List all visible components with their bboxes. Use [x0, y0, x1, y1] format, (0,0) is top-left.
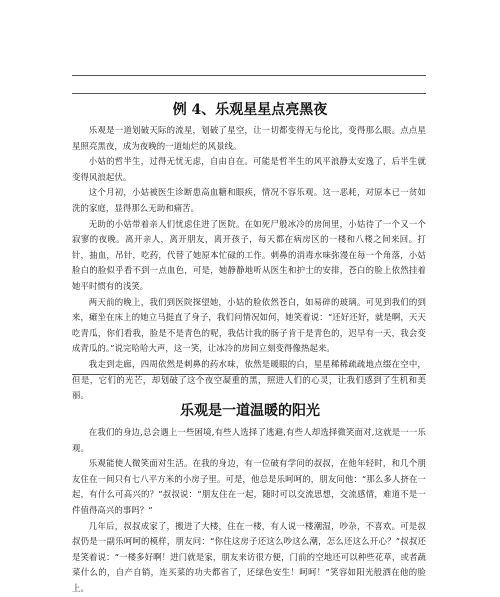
article2-body	[72, 425, 426, 597]
article1-paragraph: 乐观是一道划破天际的流星，划破了星空，让一切都变得无与伦比，变得那么眼。点点星星照亮黑夜，成为夜晚的一道灿烂的风景线。	[72, 125, 426, 151]
article1-paragraph: 无助的小姑带着亲人们忧虑住进了医院。在如死尸般冰冷的房间里，小姑待了一个又一个寂寥的夜晚。离开亲人，离开朋友，离开孩子，每天都在病房区的一楼和八楼之间来回。打针，抽血，吊针，吃药，代替了她原本忙碌的工作。刺鼻的消毒水味弥漫在每一个角落，小姑脸白的脸似乎看不到一点血色，可是，她静静地听从医生和护士的安排，苍白的脸上依然挂着她平时惯有的浅笑。	[72, 218, 426, 291]
article1-paragraph: 我走到走廊，四周依然是刺鼻的药水味，依然是暖眼的白，星星稀稀疏疏地点缀在空中，但是，它们的光芒，却划破了这个夜空凝重的黑，照进人们的心灵，让我们感到了生机和美丽。	[72, 358, 426, 401]
header-rule	[72, 93, 426, 94]
article2-title: 乐观是一道温暖的阳光	[180, 403, 320, 419]
separator-rule	[72, 374, 426, 375]
article1-paragraph: 两天前的晚上，我们到医院探望她，小姑的脸依然苍白，如易碎的玻璃。可见到我们的到来，瘫坐在床上的她立马挺直了身子，我们问情况如何，她笑着说：“还好还好，就是啊，天天吃青瓜，你们看我，脸是不是青色的呢，我估计我的肠子肯干是青色的，迟早有一天，我会变成青瓜的。”说完哈哈大声，这一笑，让冰冷的房间立刻变得像热起来。	[72, 296, 426, 354]
article1-paragraph: 小姑的哲半生，过得无忧无虑，自由自在。可能是哲半生的风平浪静太安逸了，后半生就变得风浪起伏。	[72, 156, 426, 182]
article1-body	[72, 123, 426, 404]
top-rule	[72, 75, 426, 76]
article1-paragraph: 这个月初，小姑被医生诊断患高血糖和眼疾，情况不容乐观。这一恶耗，对原本已一贫如洗的家庭，显得那么无助和痛苦。	[72, 187, 426, 213]
article2-paragraph: 乐观能使人微笑面对生活。在我的身边，有一位破有学问的叔叔，在他年轻时，和几个朋友住在一间只有七八平方米的小房子里。可是，他总是乐呵呵的，朋友问他：“那么多人挤在一起，有什么可高兴的？”叔叔说：“朋友住在一起，随时可以交流思想，交流感情，难道不是一件值得高兴的事吗？”	[72, 458, 426, 515]
article2-paragraph: 几年后，叔叔成家了，搬进了大楼，住在一楼，有人说一楼潮湿，吵杂，不喜欢。可是叔叔仍是一副乐呵呵的模样，朋友问：“你住这房子还这么吵这么潮，怎么还这么开心？”叔叔还是笑着说：“一楼多好啊！进门就是家，朋友来访很方便，门前的空地还可以种些花草，或者蔬菜什么的，自产自销，连买菜的功夫都省了，还绿色安生！呵呵！”笑容如阳光般洒在他的脸上。	[72, 520, 426, 593]
article2-paragraph: 在我们的身边,总会遇上一些困境,有些人选择了逃避,有些人却选择微笑面对,这就是一一乐观。	[72, 427, 426, 453]
article1-title: 例 4、乐观星星点亮黑夜	[172, 102, 328, 118]
